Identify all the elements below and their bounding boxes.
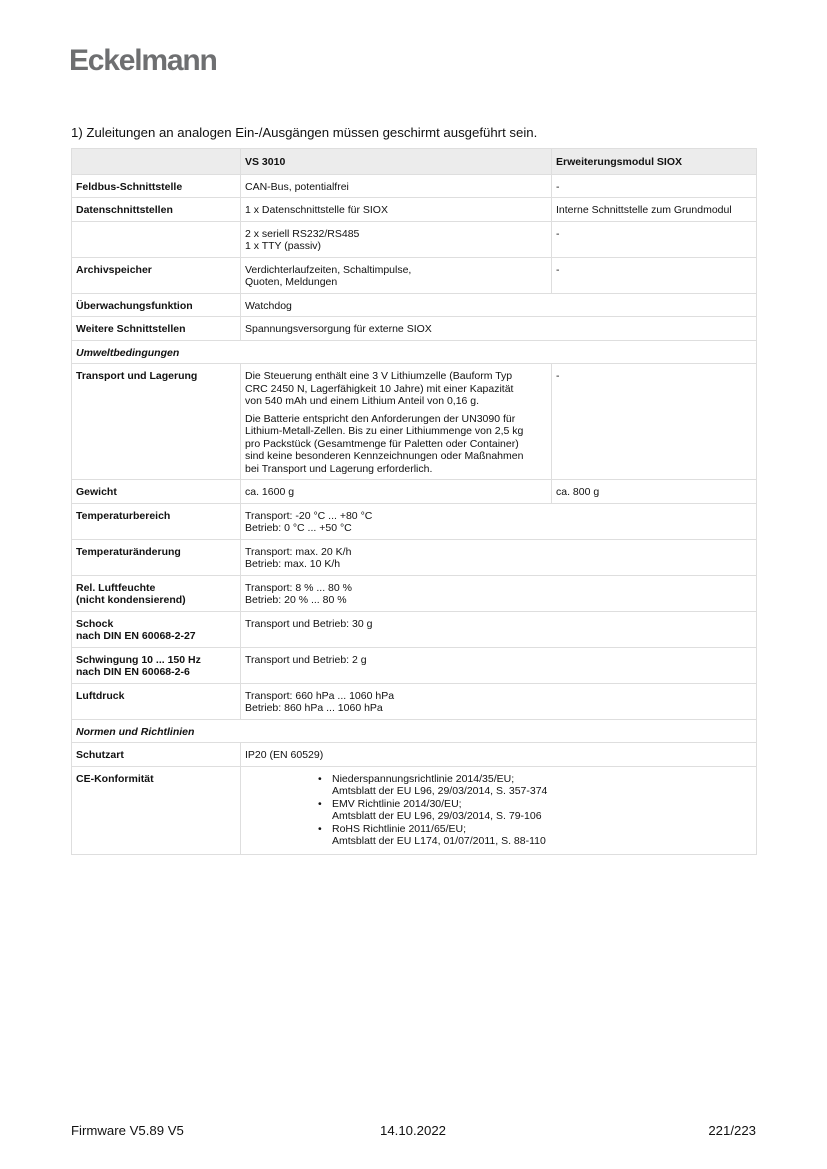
row-value bbox=[241, 575, 757, 611]
value-line: Betrieb: 860 hPa ... 1060 hPa bbox=[245, 702, 383, 714]
table-row bbox=[72, 198, 757, 222]
section-heading-normen: Normen und Richtlinien bbox=[72, 719, 757, 743]
siox-value: - bbox=[552, 364, 757, 480]
table-row bbox=[72, 539, 757, 575]
row-label bbox=[72, 575, 241, 611]
value-line: Verdichterlaufzeiten, Schaltimpulse, bbox=[245, 263, 412, 276]
row-value: Spannungsversorgung für externe SIOX bbox=[241, 317, 757, 341]
table-row bbox=[72, 174, 757, 198]
table-row bbox=[72, 480, 757, 504]
table-row bbox=[72, 743, 757, 767]
value-line: Transport: 660 hPa ... 1060 hPa bbox=[245, 689, 395, 702]
list-item bbox=[332, 773, 752, 798]
label-line: Schock bbox=[76, 617, 114, 630]
value-line: Transport: max. 20 K/h bbox=[245, 545, 352, 558]
directive-reference: Amtsblatt der EU L174, 01/07/2011, S. 88-110 bbox=[332, 835, 546, 847]
section-row bbox=[72, 340, 757, 364]
row-label: Schutzart bbox=[72, 743, 241, 767]
label-line: Schwingung 10 ... 150 Hz bbox=[76, 653, 201, 666]
table-row bbox=[72, 364, 757, 480]
value-line: CRC 2450 N, Lagerfähigkeit 10 Jahre) mit einer Kapazität bbox=[245, 382, 514, 395]
value-line: sind keine besonderen Kennzeichnungen oder Maßnahmen bbox=[245, 450, 524, 462]
row-value bbox=[241, 766, 757, 854]
directive-reference: Amtsblatt der EU L96, 29/03/2014, S. 357-374 bbox=[332, 785, 548, 797]
label-line: nach DIN EN 60068-2-6 bbox=[76, 666, 190, 678]
value-line: Betrieb: 0 °C ... +50 °C bbox=[245, 522, 352, 534]
table-row bbox=[72, 766, 757, 854]
row-label: Überwachungsfunktion bbox=[72, 293, 241, 317]
value-line: pro Packstück (Gesamtmenge für Paletten oder Container) bbox=[245, 437, 519, 450]
section-heading-umweltbedingungen: Umweltbedingungen bbox=[72, 340, 757, 364]
footer-firmware: Firmware V5.89 V5 bbox=[71, 1123, 184, 1138]
value-line: Betrieb: 20 % ... 80 % bbox=[245, 594, 347, 606]
table-row bbox=[72, 611, 757, 647]
value-line: Quoten, Meldungen bbox=[245, 276, 338, 288]
directive-title: • EMV Richtlinie 2014/30/EU; bbox=[332, 797, 462, 810]
value-line: Transport: -20 °C ... +80 °C bbox=[245, 509, 373, 522]
row-label: Luftdruck bbox=[72, 683, 241, 719]
row-label: Temperaturänderung bbox=[72, 539, 241, 575]
row-label: Gewicht bbox=[72, 480, 241, 504]
row-value: Transport und Betrieb: 2 g bbox=[241, 647, 757, 683]
vs-value: 1 x Datenschnittstelle für SIOX bbox=[241, 198, 552, 222]
row-value: IP20 (EN 60529) bbox=[241, 743, 757, 767]
value-line: 1 x TTY (passiv) bbox=[245, 240, 322, 252]
table-row bbox=[72, 647, 757, 683]
row-label: Archivspeicher bbox=[72, 257, 241, 293]
row-label: Feldbus-Schnittstelle bbox=[72, 174, 241, 198]
row-label bbox=[72, 611, 241, 647]
siox-value: - bbox=[552, 221, 757, 257]
siox-value: - bbox=[552, 174, 757, 198]
header-cell-empty bbox=[72, 149, 241, 175]
row-label: Weitere Schnittstellen bbox=[72, 317, 241, 341]
footer-date: 14.10.2022 bbox=[380, 1123, 447, 1138]
value-line: Lithium-Metall-Zellen. Bis zu einer Lithiummenge von 2,5 kg bbox=[245, 425, 524, 437]
siox-value: - bbox=[552, 257, 757, 293]
list-item bbox=[332, 798, 752, 823]
table-row bbox=[72, 503, 757, 539]
directive-title: • Niederspannungsrichtlinie 2014/35/EU; bbox=[332, 772, 515, 785]
vs-value bbox=[241, 257, 552, 293]
vs-value: ca. 1600 g bbox=[241, 480, 552, 504]
vs-value bbox=[241, 364, 552, 480]
row-value: Transport und Betrieb: 30 g bbox=[241, 611, 757, 647]
row-label bbox=[72, 647, 241, 683]
table-row bbox=[72, 293, 757, 317]
label-line: Rel. Luftfeuchte bbox=[76, 581, 156, 594]
vs-value bbox=[241, 221, 552, 257]
siox-value: ca. 800 g bbox=[552, 480, 757, 504]
table-header-row bbox=[72, 149, 757, 175]
row-value: Watchdog bbox=[241, 293, 757, 317]
row-label: Transport und Lagerung bbox=[72, 364, 241, 480]
row-value bbox=[241, 503, 757, 539]
table-row bbox=[72, 317, 757, 341]
row-label: Temperaturbereich bbox=[72, 503, 241, 539]
table-row bbox=[72, 221, 757, 257]
label-line: (nicht kondensierend) bbox=[76, 594, 186, 606]
header-cell-vs3010: VS 3010 bbox=[241, 149, 552, 175]
value-line: Die Batterie entspricht den Anforderungen der UN3090 für bbox=[245, 412, 516, 425]
siox-value: Interne Schnittstelle zum Grundmodul bbox=[552, 198, 757, 222]
row-value bbox=[241, 539, 757, 575]
directive-title: • RoHS Richtlinie 2011/65/EU; bbox=[332, 822, 467, 835]
row-value bbox=[241, 683, 757, 719]
table-row bbox=[72, 575, 757, 611]
battery-paragraph-2 bbox=[245, 413, 547, 476]
company-logo: Eckelmann bbox=[69, 44, 217, 77]
table-row bbox=[72, 683, 757, 719]
value-line: Transport: 8 % ... 80 % bbox=[245, 581, 352, 594]
section-row bbox=[72, 719, 757, 743]
value-line: 2 x seriell RS232/RS485 bbox=[245, 227, 360, 240]
label-line: nach DIN EN 60068-2-27 bbox=[76, 630, 196, 642]
directive-list bbox=[318, 773, 752, 848]
footnote-text: 1) Zuleitungen an analogen Ein-/Ausgängen müssen geschirmt ausgeführt sein. bbox=[71, 125, 538, 140]
value-line: von 540 mAh und einem Lithium Anteil von 0,16 g. bbox=[245, 395, 480, 407]
table-row bbox=[72, 257, 757, 293]
specification-table bbox=[71, 148, 757, 855]
row-label: CE-Konformität bbox=[72, 766, 241, 854]
value-line: Betrieb: max. 10 K/h bbox=[245, 558, 341, 570]
footer-page-number: 221/223 bbox=[708, 1123, 756, 1138]
header-cell-siox: Erweiterungsmodul SIOX bbox=[552, 149, 757, 175]
vs-value: CAN-Bus, potentialfrei bbox=[241, 174, 552, 198]
value-line: Die Steuerung enthält eine 3 V Lithiumzelle (Bauform Typ bbox=[245, 370, 513, 382]
row-label: Datenschnittstellen bbox=[72, 198, 241, 222]
directive-reference: Amtsblatt der EU L96, 29/03/2014, S. 79-106 bbox=[332, 810, 542, 822]
value-line: bei Transport und Lagerung erforderlich. bbox=[245, 462, 433, 475]
battery-paragraph-1 bbox=[245, 370, 547, 408]
list-item bbox=[332, 823, 752, 848]
row-label bbox=[72, 221, 241, 257]
